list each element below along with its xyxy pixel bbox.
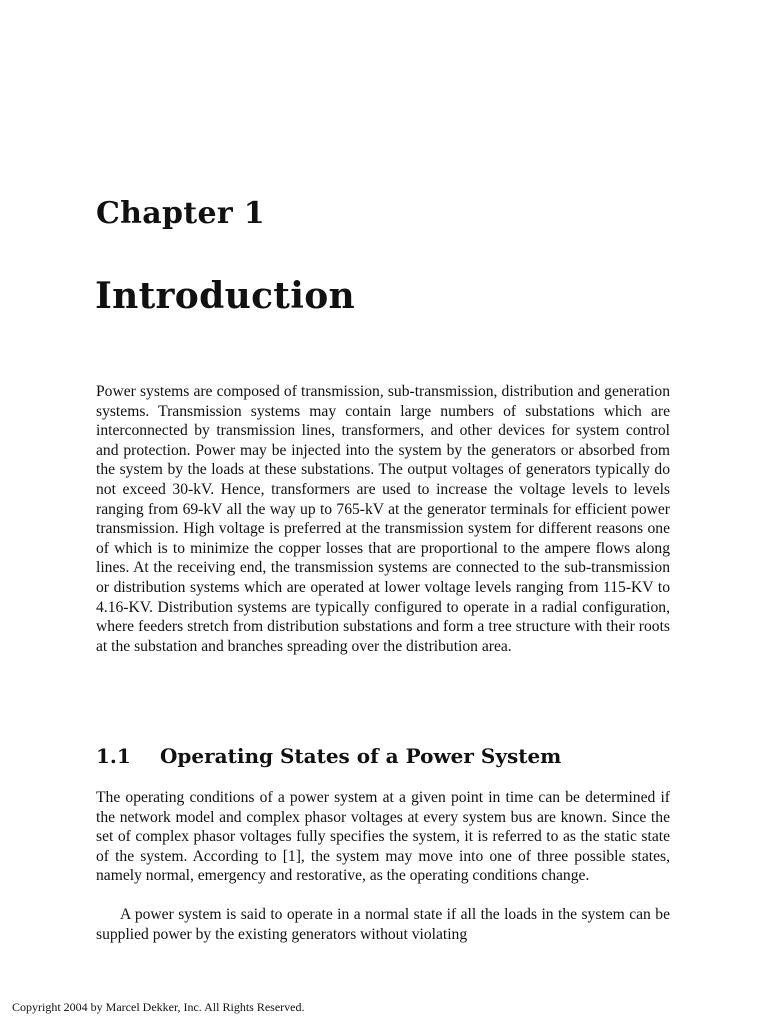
chapter-number: Chapter 1 — [96, 196, 265, 231]
section-paragraph-continued: A power system is said to operate in a normal state if all the loads in the system can be supplied power by the existing generators without violating — [96, 906, 670, 943]
section-number: 1.1 — [96, 744, 131, 768]
chapter-title: Introduction — [95, 275, 355, 317]
section-heading — [96, 744, 561, 768]
section-title: Operating States of a Power System — [160, 744, 562, 768]
section-paragraph: The operating conditions of a power system at a given point in time can be determined if the network model and complex phasor voltages at every system bus are known. Since the set of complex phasor voltages fully specifies the system, it is referred to as the static state of the system. According to [1], the system may move into one of three possible states, namely normal, emergency and restorative, as the operating conditions change. — [96, 789, 670, 885]
intro-paragraph: Power systems are composed of transmission, sub-transmission, distribution and generation systems. Transmission systems may contain large numbers of substations which are interconnected by transmission lines, transformers, and other devices for system control and protection. Power may be injected into the system by the generators or absorbed from the system by the loads at these substations. The output voltages of generators typically do not exceed 30-kV. Hence, transformers are used to increase the voltage levels to levels ranging from 69-kV all the way up to 765-kV at the generator terminals for efficient power transmission. High voltage is preferred at the transmission system for different reasons one of which is to minimize the copper losses that are proportional to the ampere flows along lines. At the receiving end, the transmission systems are connected to the sub-transmission or distribution systems which are operated at lower voltage levels ranging from 115-KV to 4.16-KV. Distribution systems are typically configured to operate in a radial configuration, where feeders stretch from distribution substations and form a tree structure with their roots at the substation and branches spreading over the distribution area. — [96, 383, 670, 655]
copyright-footer: Copyright 2004 by Marcel Dekker, Inc. All Rights Reserved. — [12, 1000, 305, 1014]
